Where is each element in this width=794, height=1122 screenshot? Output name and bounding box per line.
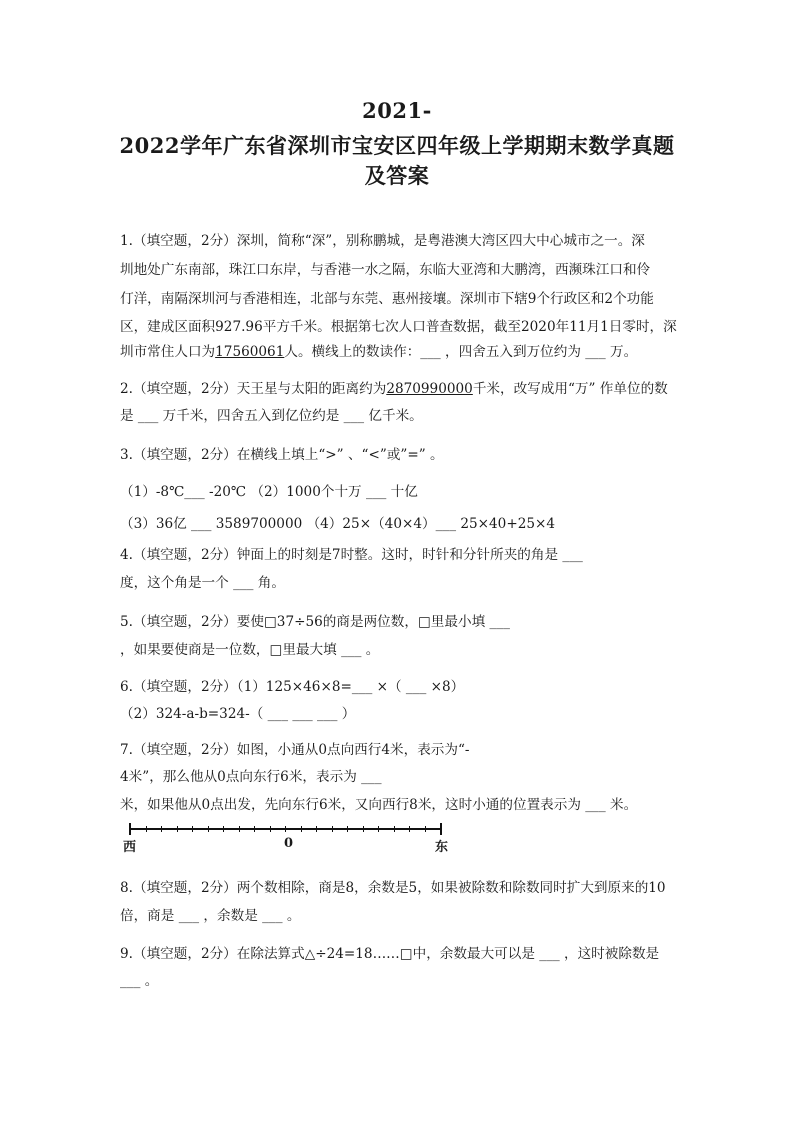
number-line-end-left <box>129 823 131 835</box>
q9-line-2: ___ 。 <box>120 973 159 989</box>
q4-line-1: 4.（填空题，2分）钟面上的时刻是7时整。这时，时针和分针所夹的角是 ___ <box>120 547 583 563</box>
number-line-tick <box>409 826 410 832</box>
number-line-end-right <box>440 823 442 835</box>
q1-line-3: 仃洋，南隔深圳河与香港相连，北部与东莞、惠州接壤。深圳市下辖9个行政区和2个功能 <box>120 291 654 307</box>
axis-label-zero: 0 <box>284 836 294 851</box>
number-line-tick <box>378 826 379 832</box>
number-line-tick <box>239 826 240 832</box>
axis-label-west: 西 <box>123 840 137 855</box>
q9-line-1: 9.（填空题，2分）在除法算式△÷24=18……□中，余数最大可以是 ___ ，这时被除数是 <box>120 946 660 962</box>
axis-label-east: 东 <box>435 840 449 855</box>
number-line-tick <box>208 826 209 832</box>
number-line-tick <box>347 826 348 832</box>
q7-line-2: 4米”，那么他从0点向东行6米，表示为 ___ <box>120 769 382 785</box>
number-line-tick <box>146 826 147 832</box>
q1-line-4: 区，建成区面积927.96平方千米。根据第七次人口普查数据，截至2020年11月1日零时，深 <box>120 319 677 335</box>
number-line-tick <box>425 826 426 832</box>
number-line <box>123 822 449 855</box>
q2-line-2: 是 ___ 万千米，四舍五入到亿位约是 ___ 亿千米。 <box>120 408 423 424</box>
q7-line-1: 7.（填空题，2分）如图，小通从0点向西行4米，表示为“- <box>120 742 470 758</box>
q1-line-2: 圳地处广东南部，珠江口东岸，与香港一水之隔，东临大亚湾和大鹏湾，西濒珠江口和伶 <box>120 262 651 278</box>
q7-line-3: 米，如果他从0点出发，先向东行6米，又向西行8米，这时小通的位置表示为 ___ 米。 <box>120 797 638 813</box>
number-line-tick <box>394 826 395 832</box>
q1-line-5-prefix: 圳市常住人口为 <box>120 344 216 360</box>
number-line-tick <box>270 826 271 832</box>
q2-line-1-suffix: 千米，改写成用“万” 作单位的数 <box>472 381 668 397</box>
number-line-tick <box>285 826 286 832</box>
number-line-tick <box>316 826 317 832</box>
q4-line-2: 度，这个角是一个 ___ 角。 <box>120 575 285 591</box>
number-line-tick <box>363 826 364 832</box>
q2-line-1 <box>120 377 668 397</box>
q5-line-1: 5.（填空题，2分）要使□37÷56的商是两位数，□里最小填 ___ <box>120 614 510 630</box>
q6-line-1: 6.（填空题，2分）（1）125×46×8=___ ×（ ___ ×8） <box>120 679 465 695</box>
q5-line-2: ，如果要使商是一位数，□里最大填 ___ 。 <box>120 642 380 658</box>
title-line-2: 2022学年广东省深圳市宝安区四年级上学期期末数学真题 <box>119 133 675 158</box>
number-line-tick <box>177 826 178 832</box>
q1-line-5-suffix: 人。横线上的数读作：___ ，四舍五入到万位约为 ___ 万。 <box>284 344 638 360</box>
number-line-tick <box>161 826 162 832</box>
q1-population-number: 17560061 <box>215 344 285 360</box>
title-line-3: 及答案 <box>364 163 430 188</box>
number-line-tick <box>301 826 302 832</box>
number-line-tick <box>223 826 224 832</box>
title-line-1: 2021- <box>362 98 432 123</box>
q8-line-1: 8.（填空题，2分）两个数相除，商是8，余数是5，如果被除数和除数同时扩大到原来的10 <box>120 880 666 896</box>
q2-line-1-prefix: 2.（填空题，2分）天王星与太阳的距离约为 <box>120 381 387 397</box>
number-line-tick <box>254 826 255 832</box>
number-line-tick <box>192 826 193 832</box>
q3-line-2: （1）-8℃___ -20℃ （2）1000个十万 ___ 十亿 <box>120 484 418 500</box>
q3-line-3: （3）36亿 ___ 3589700000 （4）25×（40×4）___ 25×40+25×4 <box>120 516 556 532</box>
q2-distance-number: 2870990000 <box>386 381 473 397</box>
number-line-tick <box>332 826 333 832</box>
q3-line-1: 3.（填空题，2分）在横线上填上“>” 、“<”或”=” 。 <box>120 447 444 463</box>
q1-line-1: 1.（填空题，2分）深圳，简称“深”，别称鹏城，是粤港澳大湾区四大中心城市之一。深 <box>120 233 645 249</box>
q1-line-5 <box>120 340 637 360</box>
q8-line-2: 倍，商是 ___ ，余数是 ___ 。 <box>120 908 301 924</box>
q6-line-2: （2）324-a-b=324-（ ___ ___ ___ ） <box>120 706 356 722</box>
